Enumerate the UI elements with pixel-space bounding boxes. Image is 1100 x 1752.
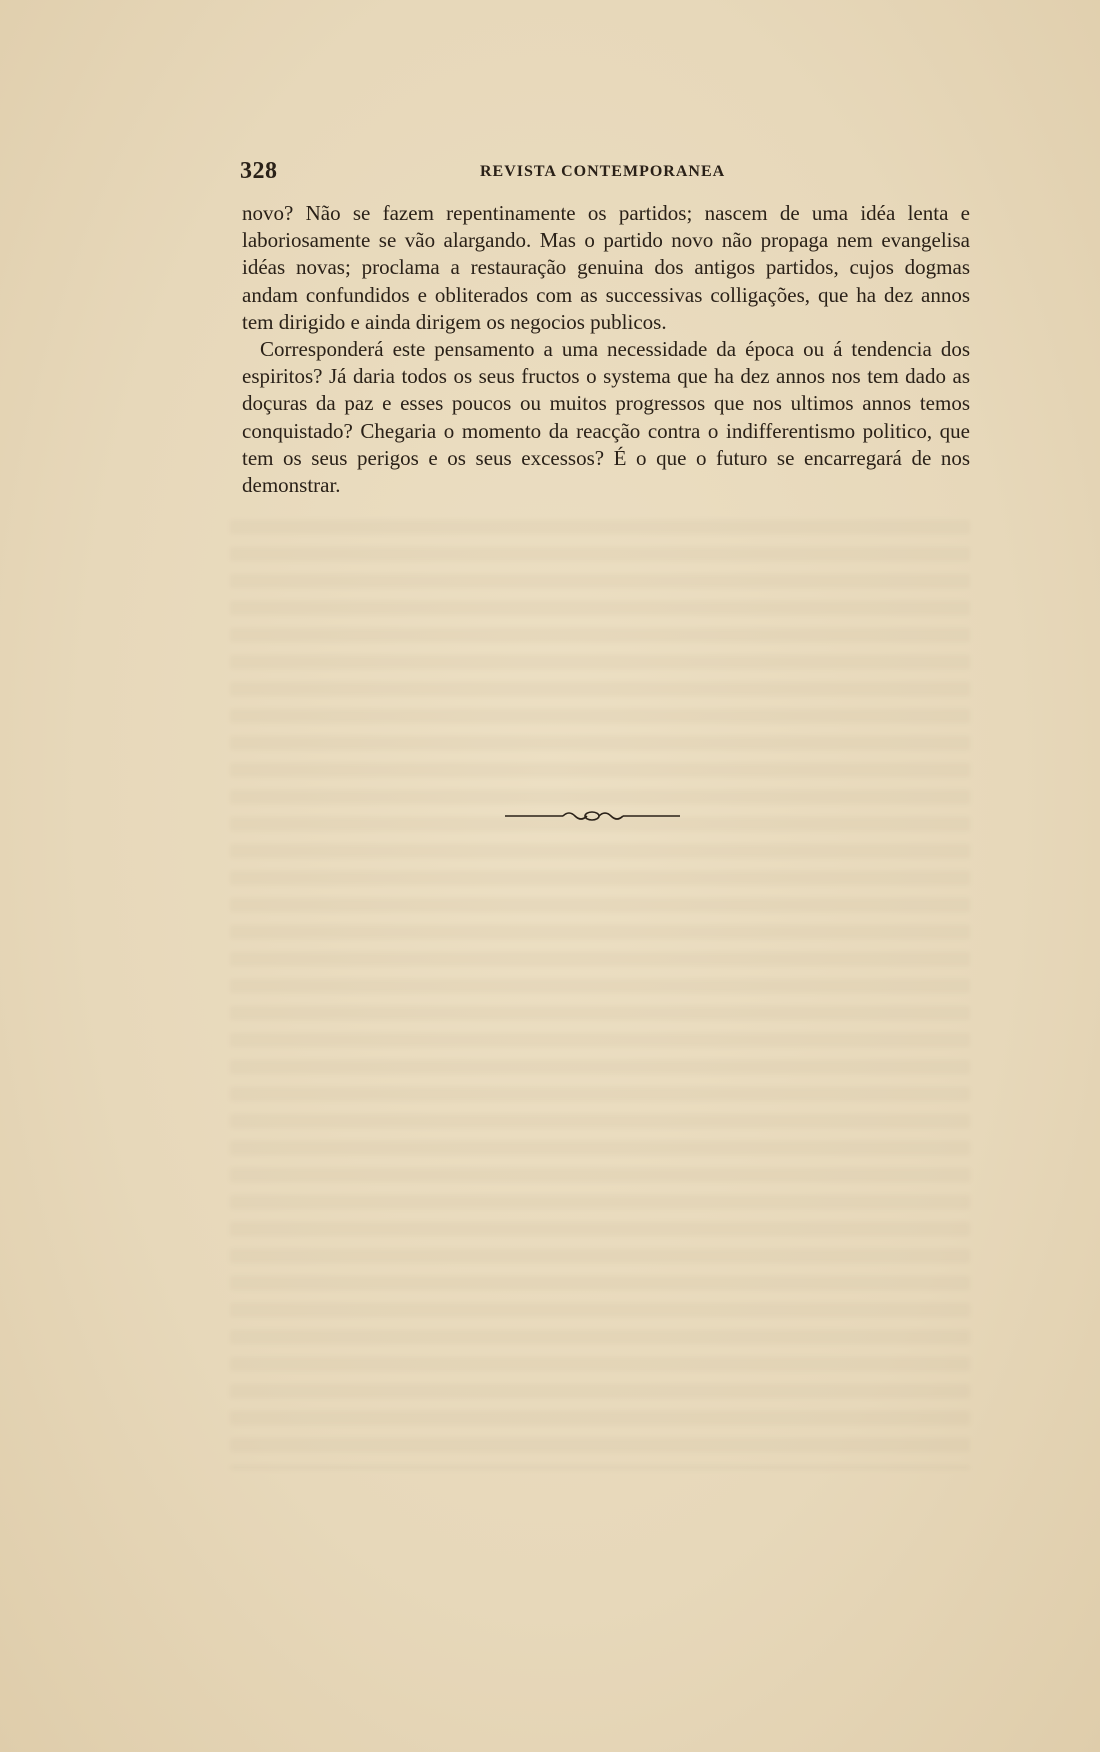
decorative-rule-ornament-icon (505, 806, 680, 826)
paragraph-1: novo? Não se fazem repentinamente os partidos; nascem de uma idéa lenta e laboriosamente se vão alargando. Mas o partido novo não propaga nem evangelisa idéas novas; proclama a restauração genuina dos antigos partidos, cujos dogmas andam confundidos e obliterados com as successivas colligações, que ha dez annos tem dirigido e ainda dirigem os negocios publicos. (242, 201, 970, 334)
reverse-side-show-through (230, 520, 970, 1470)
journal-title: REVISTA CONTEMPORANEA (480, 163, 726, 180)
page-number: 328 (240, 158, 278, 184)
paragraph-2: Corresponderá este pensamento a uma necessidade da época ou á tendencia dos espiritos? Já daria todos os seus fructos o systema que ha dez annos nos tem dado as doçuras da paz e esses poucos ou muitos progressos que nos ultimos annos temos conquistado? Chegaria o momento da reacção contra o indifferentismo politico, que tem os seus perigos e os seus excessos? É o que o futuro se encarregará de nos demonstrar. (242, 337, 970, 498)
article-body (242, 200, 970, 499)
running-head (240, 158, 972, 188)
